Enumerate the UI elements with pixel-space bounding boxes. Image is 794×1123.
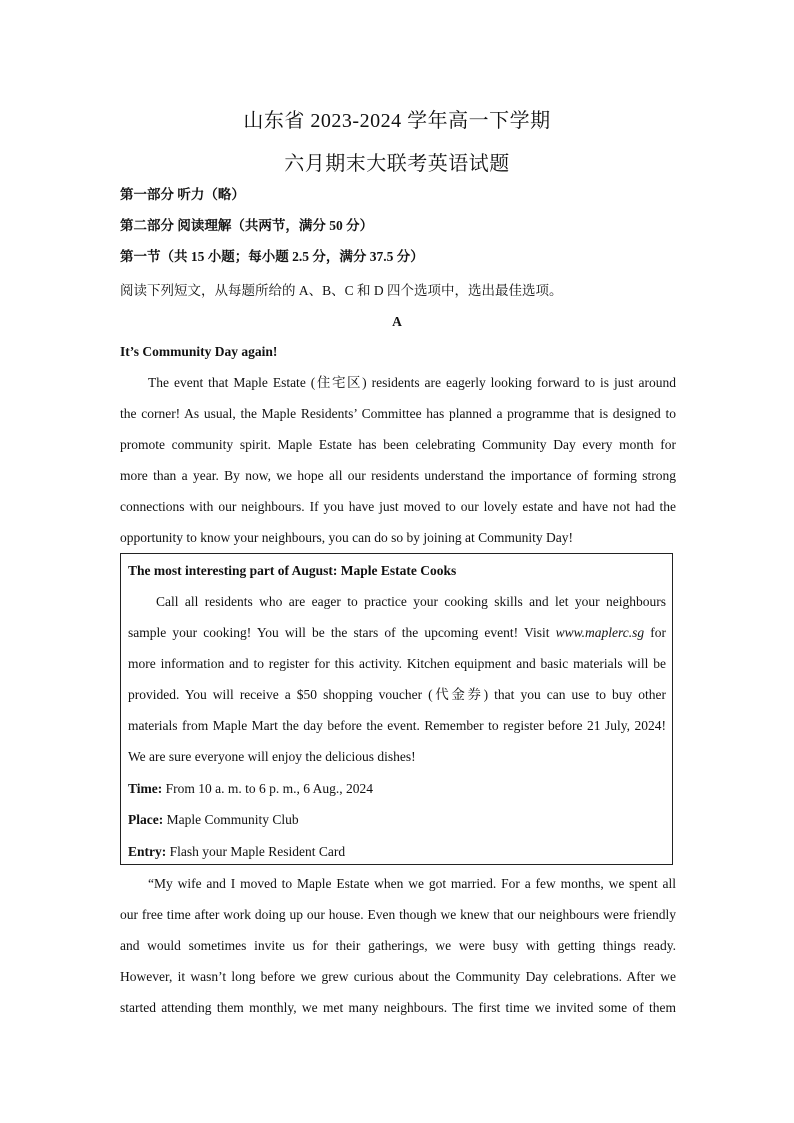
box-text: sample your cooking! You will be the stars of the upcoming event! Visit (128, 625, 556, 640)
website-link[interactable]: www.maplerc.sg (555, 625, 645, 640)
paragraph-line: started attending them monthly, we met many neighbours. The first time we invited some of them (120, 1000, 676, 1015)
box-line: materials from Maple Mart the day before the event. Remember to register before 21 July, 2024! (128, 718, 666, 733)
box-line: We are sure everyone will enjoy the delicious dishes! (128, 749, 416, 764)
part2-heading: 第二部分 阅读理解（共两节，满分 50 分） (120, 218, 374, 233)
event-place (128, 811, 666, 829)
box-line: provided. You will receive a $50 shopping voucher (代金券) that you can use to buy other (128, 687, 666, 702)
part1-heading: 第一部分 听力（略） (120, 187, 245, 202)
instruction-text: 阅读下列短文，从每题所给的 A、B、C 和 D 四个选项中，选出最佳选项。 (120, 283, 563, 298)
event-time (128, 780, 666, 798)
place-value: Maple Community Club (163, 812, 299, 827)
paragraph-line: “My wife and I moved to Maple Estate when we got married. For a few months, we spent all (148, 876, 676, 891)
paragraph-line: The event that Maple Estate (住宅区) residents are eagerly looking forward to is just around (148, 375, 676, 390)
paragraph-line: and would sometimes invite us for their gatherings, we were busy with getting things ready. (120, 938, 676, 953)
time-label: Time: (128, 781, 163, 796)
passage-letter: A (392, 314, 402, 329)
entry-label: Entry: (128, 844, 167, 859)
box-heading: The most interesting part of August: Maple Estate Cooks (128, 563, 457, 578)
box-text: for (644, 625, 667, 640)
section1-heading: 第一节（共 15 小题；每小题 2.5 分，满分 37.5 分） (120, 249, 424, 264)
paragraph-line: more than a year. By now, we hope all our residents understand the importance of forming strong (120, 468, 676, 483)
passage-title: It’s Community Day again! (120, 344, 278, 359)
paragraph-line: our free time after work doing up our house. Even though we knew that our neighbours were friendly (120, 907, 676, 922)
paragraph-line: However, it wasn’t long before we grew curious about the Community Day celebrations. After we (120, 969, 676, 984)
paragraph-line: the corner! As usual, the Maple Residents’ Committee has planned a programme that is designed to (120, 406, 676, 421)
place-label: Place: (128, 812, 164, 827)
event-info-box (120, 553, 673, 865)
entry-value: Flash your Maple Resident Card (166, 844, 346, 859)
event-entry (128, 843, 666, 861)
box-line: Call all residents who are eager to practice your cooking skills and let your neighbours (156, 594, 666, 609)
time-value: From 10 a. m. to 6 p. m., 6 Aug., 2024 (162, 781, 374, 796)
document-title-line1: 山东省 2023-2024 学年高一下学期 (243, 110, 551, 132)
box-line: more information and to register for this activity. Kitchen equipment and basic materials will be (128, 656, 666, 671)
paragraph-line: promote community spirit. Maple Estate has been celebrating Community Day every month for (120, 437, 676, 452)
paragraph-line: opportunity to know your neighbours, you can do so by joining at Community Day! (120, 530, 573, 545)
box-line-with-url (128, 624, 666, 642)
document-title-line2: 六月期末大联考英语试题 (284, 153, 510, 175)
paragraph-line: connections with our neighbours. If you have just moved to our lovely estate and have not had the (120, 499, 676, 514)
